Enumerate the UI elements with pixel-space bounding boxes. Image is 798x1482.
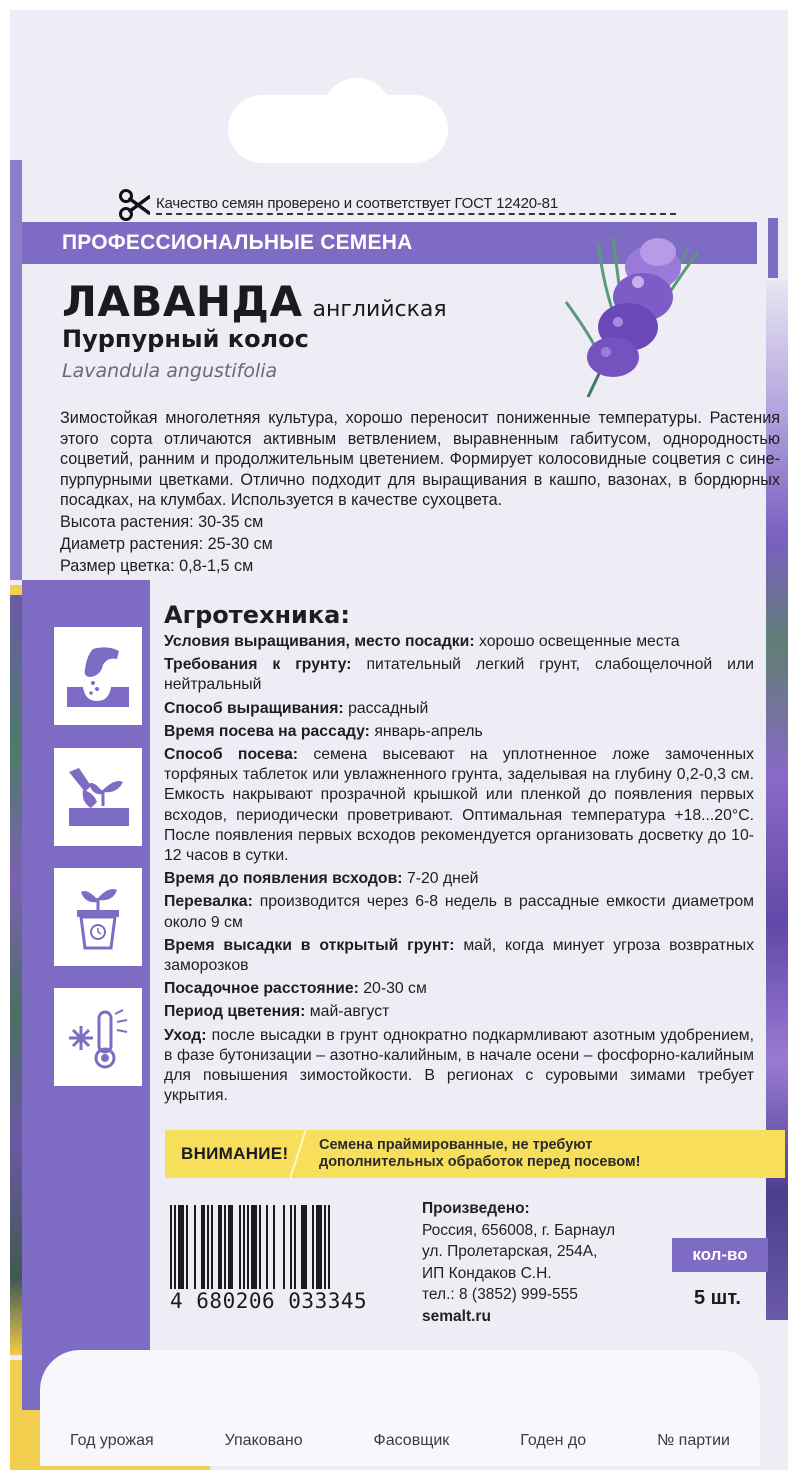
stamp-packer: Фасовщик <box>373 1432 450 1449</box>
agro-item-care <box>164 1026 754 1107</box>
product-name: ЛАВАНДА <box>62 277 303 326</box>
agro-label: Способ посева: <box>164 746 299 764</box>
icon-box-pot <box>54 868 142 966</box>
spec-height: Высота растения: 30-35 см <box>60 512 264 531</box>
producer-address-line: ул. Пролетарская, 254А, <box>422 1243 598 1260</box>
agro-label: Условия выращивания, место посадки: <box>164 633 475 650</box>
agro-item-growing-conditions <box>164 632 754 652</box>
agro-item-spacing <box>164 979 754 999</box>
icon-box-sowing <box>54 627 142 725</box>
barcode-number: 4 680206 033345 <box>170 1289 368 1313</box>
icon-box-frost <box>54 988 142 1086</box>
agro-value: хорошо освещенные места <box>479 633 680 650</box>
stamp-batch-number: № партии <box>657 1432 730 1449</box>
snowflake-thermometer-icon <box>63 1002 133 1072</box>
seed-packet <box>10 10 788 1470</box>
agro-value: производится через 6-8 недель в рассадные емкости диаметром около 9 см <box>164 893 754 931</box>
agro-value: после высадки в грунт однократно подкармливают азотным удобрением, в фазе бутонизации – азотно-калийным, в начале осени – фосфорно-калийным для повышения зимостойкости. В регионах с суровыми зимами требует укрытия. <box>164 1026 754 1105</box>
cut-line <box>118 188 676 222</box>
agro-item-germination <box>164 869 754 889</box>
producer-address-line: Россия, 656008, г. Барнаул <box>422 1221 616 1239</box>
agro-item-transplanting <box>164 892 754 932</box>
agro-label: Посадочное расстояние: <box>164 980 359 998</box>
warning-divider <box>289 1130 307 1178</box>
agro-value: май-август <box>309 1003 390 1021</box>
producer-name: ИП Кондаков С.Н. <box>422 1264 552 1282</box>
agro-item-sowing-method <box>164 745 754 866</box>
agro-title: Агротехника: <box>164 601 350 629</box>
agro-value: 7-20 дней <box>406 870 479 888</box>
product-subtype: английская <box>312 297 447 322</box>
agro-value: 20-30 см <box>363 980 427 998</box>
producer-phone: тел.: 8 (3852) 999-555 <box>422 1286 578 1303</box>
quantity-value: 5 шт. <box>694 1287 741 1309</box>
pot-seedling-icon <box>63 882 133 952</box>
left-photo-strip <box>10 595 22 1355</box>
agro-label: Перевалка: <box>164 893 253 911</box>
agro-value: январь-апрель <box>374 722 483 740</box>
left-edge-decoration <box>10 160 22 580</box>
producer-website: semalt.ru <box>422 1307 491 1325</box>
warning-text-line: дополнительных обработок перед посевом! <box>319 1154 641 1170</box>
producer-info <box>422 1198 615 1327</box>
quality-notice: Качество семян проверено и соответствует ГОСТ 12420-81 <box>156 195 676 215</box>
agro-value: семена высевают на уплотненное ложе замоченных торфяных таблеток или увлажненного грунта, заделывая на глубину 0,2-0,3 см. Емкость накрывают прозрачной крышкой или пленкой до появления первых всходов, периодически проветривают. Оптимальная температура +18...20°С. После появления первых всходов рекомендуется организовать досветку до 10-12 часов в сутки. <box>164 746 755 865</box>
lavender-flower-illustration <box>558 222 708 402</box>
agro-value: рассадный <box>348 699 429 717</box>
spec-flower-size: Размер цветка: 0,8-1,5 см <box>60 556 254 575</box>
agro-label: Уход: <box>164 1026 207 1044</box>
warning-text <box>319 1137 640 1171</box>
warning-label: ВНИМАНИЕ! <box>181 1144 289 1163</box>
scissors-icon <box>118 188 150 222</box>
stamp-best-before: Годен до <box>520 1432 587 1449</box>
agro-value: май, когда минует угроза возвратных заморозков <box>164 936 754 975</box>
barcode-bars <box>170 1205 400 1289</box>
agro-item-open-ground <box>164 936 754 976</box>
agro-label: Период цветения: <box>164 1003 306 1021</box>
right-edge-accent <box>768 218 778 278</box>
description-text: Зимостойкая многолетняя культура, хорошо переносит пониженные температуры. Растения этого сорта отличаются активным ветвлением, выравненным габитусом, однородностью соцветий, ранним и продолжительным цветением. Формирует колосовидные соцветия с сине-пурпурными цветками. Отлично подходит для выращивания в кашпо, вазонах, в бордюрных посадках, на клумбах. Используется в качестве сухоцвета. <box>60 409 780 509</box>
spec-diameter: Диаметр растения: 25-30 см <box>60 534 273 553</box>
agro-value: питательный легкий грунт, слабощелочной или нейтральный <box>164 656 754 694</box>
hang-hole <box>228 95 448 163</box>
producer-title: Произведено: <box>422 1200 530 1217</box>
agro-label: Время высадки в открытый грунт: <box>164 936 455 954</box>
product-description <box>60 408 780 577</box>
stamp-harvest-year: Год урожая <box>70 1432 154 1449</box>
brand-label: ПРОФЕССИОНАЛЬНЫЕ СЕМЕНА <box>62 231 413 254</box>
hand-sowing-seeds-icon <box>63 641 133 711</box>
product-variety: Пурпурный колос <box>62 325 309 353</box>
warning-text-line: Семена праймированные, не требуют <box>319 1137 593 1153</box>
product-title-block <box>62 277 447 386</box>
agro-item-soil <box>164 655 754 695</box>
agro-item-sowing-time <box>164 722 754 742</box>
icon-box-trowel <box>54 748 142 846</box>
agro-label: Время посева на рассаду: <box>164 722 370 740</box>
stamp-labels <box>70 1432 730 1450</box>
product-latin-name: Lavandula angustifolia <box>62 360 278 382</box>
quantity-badge: кол-во <box>672 1238 768 1272</box>
agro-label: Способ выращивания: <box>164 699 344 717</box>
agro-section <box>164 600 754 1109</box>
agro-item-flowering <box>164 1002 754 1022</box>
barcode <box>170 1205 400 1313</box>
agro-label: Требования к грунту: <box>164 656 352 674</box>
trowel-seedling-icon <box>63 762 133 832</box>
agro-item-growing-method <box>164 699 754 719</box>
agro-label: Время до появления всходов: <box>164 870 403 888</box>
stamp-packed: Упаковано <box>224 1432 303 1449</box>
warning-banner <box>165 1130 785 1178</box>
